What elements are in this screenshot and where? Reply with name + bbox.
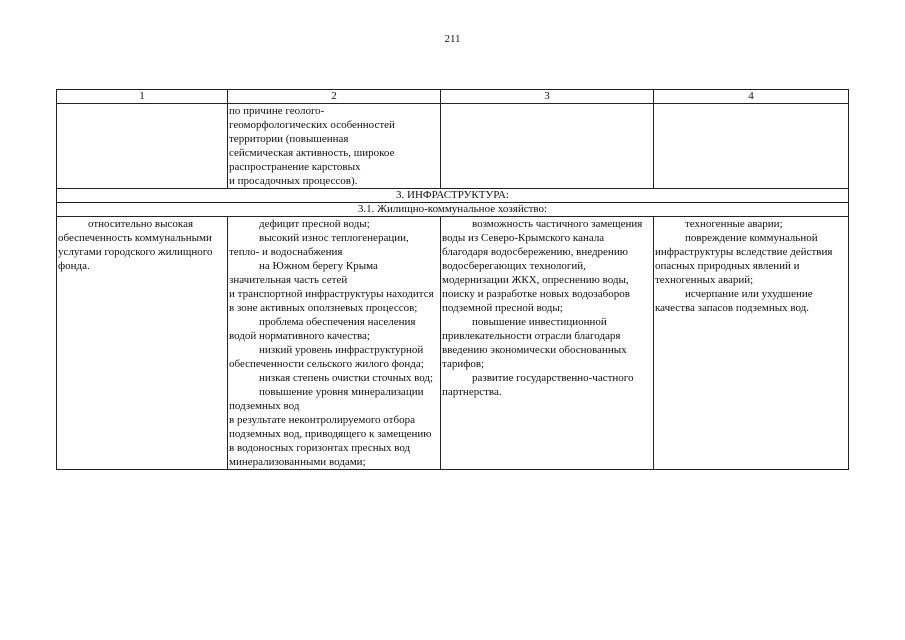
weakness-item: и транспортной инфраструктуры находится в зоне активных оползневых процессов;: [229, 288, 434, 314]
weakness-item: в результате неконтролируемого отбора подземных вод, приводящего к замещению в водоносных горизонтах пресных вод минерализованными водами;: [229, 414, 432, 468]
continuation-col3: [441, 104, 654, 189]
body-row: [57, 217, 849, 470]
opportunity-item: возможность частичного замещения воды из Северо-Крымского канала благодаря водосбережению, внедрению водосберегающих технологий, модернизации ЖКХ, опреснению воды, поиску и разработке новых водозаборов подземной пресной воды;: [442, 218, 643, 314]
subsection-row: [57, 203, 849, 217]
weakness-item: на Южном берегу Крыма значительная часть сетей: [229, 260, 378, 286]
threat-item: техногенные аварии;: [685, 218, 783, 230]
weakness-item: проблема обеспечения населения водой нормативного качества;: [229, 316, 416, 342]
strength-item: относительно высокая обеспеченность коммунальными услугами городского жилищного фонда.: [58, 218, 213, 272]
swot-table: [56, 89, 849, 470]
opportunity-item: развитие государственно-частного партнерства.: [442, 372, 634, 398]
continuation-line: распространение карстовых: [229, 161, 361, 173]
continuation-col2: [228, 104, 441, 189]
weaknesses-cell: [228, 217, 441, 470]
continuation-col4: [654, 104, 849, 189]
continuation-line: и просадочных процессов).: [229, 175, 358, 187]
header-cell-4: 4: [654, 90, 849, 104]
section-title: 3. ИНФРАСТРУКТУРА:: [57, 189, 849, 203]
strengths-cell: [57, 217, 228, 470]
threat-item: повреждение коммунальной инфраструктуры вследствие действия опасных природных явлений и техногенных аварий;: [655, 232, 833, 286]
continuation-line: по причине геолого-: [229, 105, 325, 117]
header-cell-1: 1: [57, 90, 228, 104]
header-cell-3: 3: [441, 90, 654, 104]
continuation-line: геоморфологических особенностей: [229, 119, 395, 131]
weakness-item: низкая степень очистки сточных вод;: [259, 372, 434, 384]
weakness-item: дефицит пресной воды;: [259, 218, 370, 230]
weakness-item: высокий износ теплогенерации, тепло- и водоснабжения: [229, 232, 409, 258]
weakness-item: повышение уровня минерализации подземных вод: [229, 386, 424, 412]
threats-cell: [654, 217, 849, 470]
threat-item: исчерпание или ухудшение качества запасов подземных вод.: [655, 288, 813, 314]
page-number: 211: [444, 33, 461, 45]
header-cell-2: 2: [228, 90, 441, 104]
weakness-item: низкий уровень инфраструктурной обеспеченности сельского жилого фонда;: [229, 344, 424, 370]
opportunity-item: повышение инвестиционной привлекательности отрасли благодаря введению экономически обоснованных тарифов;: [442, 316, 627, 370]
continuation-line: сейсмическая активность, широкое: [229, 147, 395, 159]
subsection-title: 3.1. Жилищно-коммунальное хозяйство:: [57, 203, 849, 217]
continuation-col1: [57, 104, 228, 189]
section-row: [57, 189, 849, 203]
continuation-row: [57, 104, 849, 189]
opportunities-cell: [441, 217, 654, 470]
table-header-row: [57, 90, 849, 104]
continuation-line: территории (повышенная: [229, 133, 349, 145]
